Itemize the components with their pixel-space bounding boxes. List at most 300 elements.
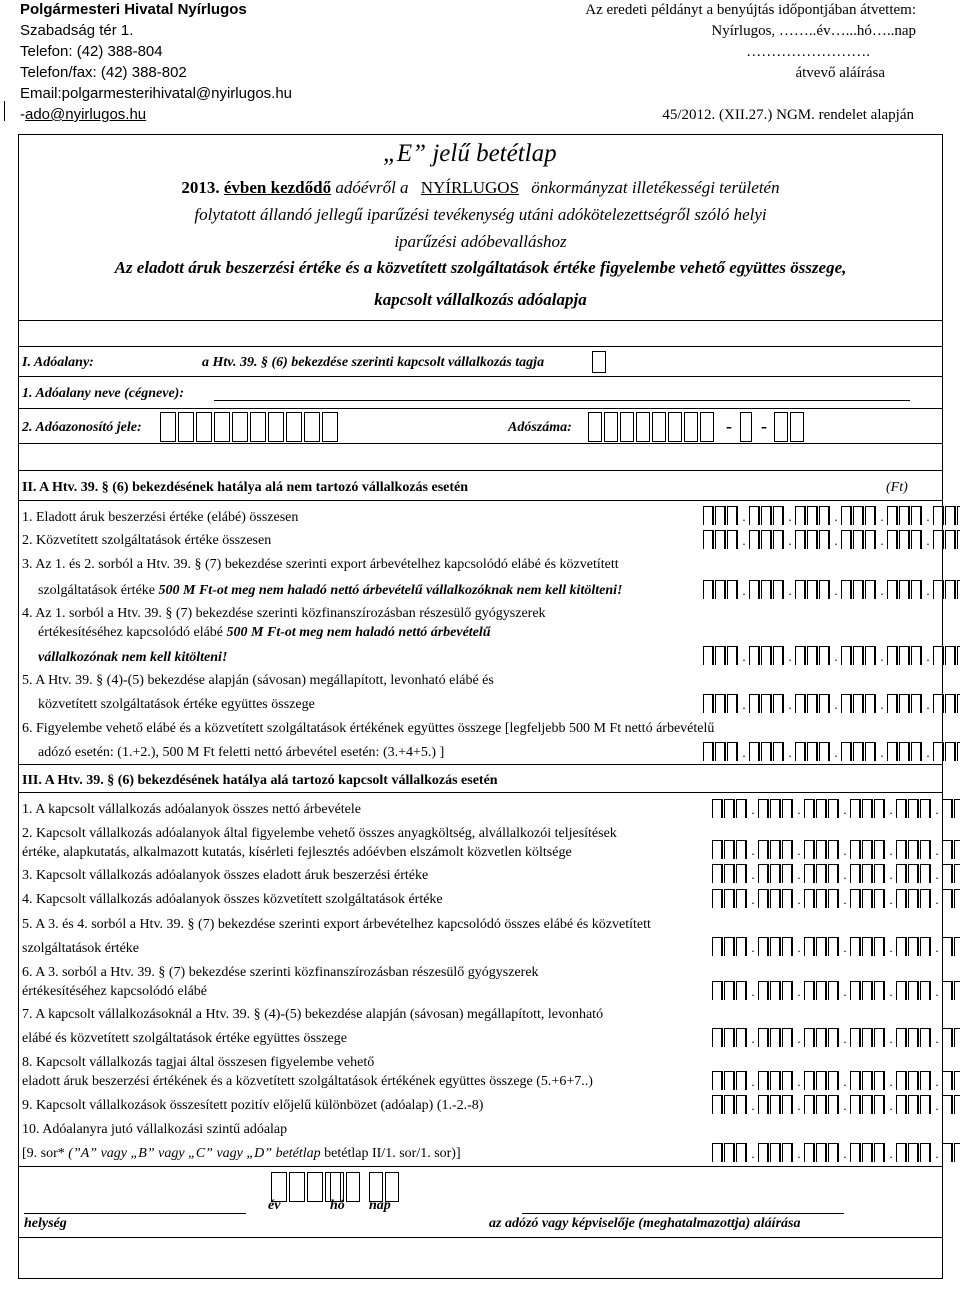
digit-box[interactable] (749, 530, 760, 549)
digit-box[interactable] (908, 840, 919, 859)
digit-box[interactable] (920, 1095, 931, 1114)
digit-box[interactable] (715, 580, 726, 599)
digit-box[interactable] (819, 506, 830, 525)
digit-box[interactable] (899, 742, 910, 761)
digit-box[interactable] (887, 580, 898, 599)
digit-box[interactable] (874, 1028, 885, 1047)
amount-field[interactable] (703, 530, 960, 552)
email-link[interactable]: ado@nyirlugos.hu (25, 106, 147, 123)
digit-box[interactable] (761, 530, 772, 549)
digit-box[interactable] (874, 799, 885, 818)
digit-box[interactable] (920, 1143, 931, 1162)
digit-box[interactable] (862, 981, 873, 1000)
digit-box[interactable] (250, 412, 266, 442)
digit-box[interactable] (346, 1172, 360, 1202)
digit-box[interactable] (736, 1028, 747, 1047)
digit-box[interactable] (887, 530, 898, 549)
digit-box[interactable] (920, 937, 931, 956)
digit-box[interactable] (841, 506, 852, 525)
digit-box[interactable] (853, 580, 864, 599)
digit-box[interactable] (160, 412, 176, 442)
digit-box[interactable] (850, 864, 861, 883)
digit-box[interactable] (819, 646, 830, 665)
digit-box[interactable] (945, 646, 956, 665)
digit-box[interactable] (828, 1095, 839, 1114)
digit-box[interactable] (758, 889, 769, 908)
digit-box[interactable] (736, 1095, 747, 1114)
digit-box[interactable] (911, 646, 922, 665)
digit-box[interactable] (758, 840, 769, 859)
tax-number-field-2[interactable] (740, 412, 754, 442)
amount-field[interactable] (703, 580, 960, 602)
digit-box[interactable] (178, 412, 194, 442)
amount-field[interactable] (712, 981, 960, 1003)
digit-box[interactable] (712, 799, 723, 818)
digit-box[interactable] (908, 1071, 919, 1090)
digit-box[interactable] (307, 1172, 323, 1202)
digit-box[interactable] (899, 694, 910, 713)
digit-box[interactable] (850, 1071, 861, 1090)
digit-box[interactable] (920, 799, 931, 818)
digit-box[interactable] (945, 580, 956, 599)
digit-box[interactable] (712, 1071, 723, 1090)
digit-box[interactable] (804, 864, 815, 883)
tax-number-field[interactable] (588, 412, 716, 442)
digit-box[interactable] (727, 694, 738, 713)
digit-box[interactable] (933, 646, 944, 665)
taxpayer-name-field[interactable] (214, 400, 910, 401)
digit-box[interactable] (896, 840, 907, 859)
digit-box[interactable] (899, 580, 910, 599)
digit-box[interactable] (782, 981, 793, 1000)
digit-box[interactable] (841, 694, 852, 713)
digit-box[interactable] (899, 530, 910, 549)
digit-box[interactable] (933, 694, 944, 713)
digit-box[interactable] (804, 840, 815, 859)
digit-box[interactable] (908, 981, 919, 1000)
digit-box[interactable] (816, 937, 827, 956)
digit-box[interactable] (850, 1028, 861, 1047)
digit-box[interactable] (954, 1095, 960, 1114)
digit-box[interactable] (736, 864, 747, 883)
digit-box[interactable] (727, 580, 738, 599)
digit-box[interactable] (841, 742, 852, 761)
digit-box[interactable] (761, 646, 772, 665)
digit-box[interactable] (850, 981, 861, 1000)
digit-box[interactable] (770, 937, 781, 956)
digit-box[interactable] (865, 580, 876, 599)
digit-box[interactable] (770, 864, 781, 883)
digit-box[interactable] (828, 889, 839, 908)
digit-box[interactable] (841, 530, 852, 549)
digit-box[interactable] (700, 412, 714, 442)
digit-box[interactable] (804, 1028, 815, 1047)
digit-box[interactable] (749, 694, 760, 713)
digit-box[interactable] (896, 1028, 907, 1047)
digit-box[interactable] (816, 981, 827, 1000)
digit-box[interactable] (322, 412, 338, 442)
amount-field[interactable] (712, 1095, 960, 1117)
digit-box[interactable] (724, 1143, 735, 1162)
digit-box[interactable] (942, 937, 953, 956)
digit-box[interactable] (761, 580, 772, 599)
digit-box[interactable] (749, 580, 760, 599)
digit-box[interactable] (850, 1143, 861, 1162)
digit-box[interactable] (862, 1095, 873, 1114)
digit-box[interactable] (865, 742, 876, 761)
digit-box[interactable] (816, 889, 827, 908)
digit-box[interactable] (942, 1071, 953, 1090)
digit-box[interactable] (828, 1143, 839, 1162)
digit-box[interactable] (749, 506, 760, 525)
digit-box[interactable] (758, 1071, 769, 1090)
digit-box[interactable] (736, 937, 747, 956)
digit-box[interactable] (942, 1028, 953, 1047)
digit-box[interactable] (841, 646, 852, 665)
tax-id-field[interactable] (160, 412, 340, 442)
digit-box[interactable] (715, 646, 726, 665)
digit-box[interactable] (795, 694, 806, 713)
digit-box[interactable] (933, 506, 944, 525)
digit-box[interactable] (795, 506, 806, 525)
digit-box[interactable] (588, 412, 602, 442)
digit-box[interactable] (874, 981, 885, 1000)
digit-box[interactable] (736, 1071, 747, 1090)
digit-box[interactable] (758, 937, 769, 956)
digit-box[interactable] (896, 1143, 907, 1162)
digit-box[interactable] (804, 1071, 815, 1090)
digit-box[interactable] (865, 694, 876, 713)
digit-box[interactable] (736, 840, 747, 859)
digit-box[interactable] (703, 694, 714, 713)
digit-box[interactable] (758, 864, 769, 883)
digit-box[interactable] (712, 864, 723, 883)
digit-box[interactable] (736, 889, 747, 908)
digit-box[interactable] (853, 742, 864, 761)
digit-box[interactable] (712, 981, 723, 1000)
digit-box[interactable] (703, 506, 714, 525)
digit-box[interactable] (724, 840, 735, 859)
amount-field[interactable] (712, 937, 960, 959)
tax-number-field-3[interactable] (774, 412, 806, 442)
digit-box[interactable] (740, 412, 752, 442)
digit-box[interactable] (232, 412, 248, 442)
digit-box[interactable] (795, 530, 806, 549)
digit-box[interactable] (911, 530, 922, 549)
digit-box[interactable] (862, 799, 873, 818)
digit-box[interactable] (807, 742, 818, 761)
digit-box[interactable] (795, 742, 806, 761)
digit-box[interactable] (724, 889, 735, 908)
digit-box[interactable] (770, 799, 781, 818)
digit-box[interactable] (819, 694, 830, 713)
digit-box[interactable] (862, 1143, 873, 1162)
digit-box[interactable] (804, 889, 815, 908)
digit-box[interactable] (790, 412, 804, 442)
member-checkbox[interactable] (592, 351, 606, 373)
digit-box[interactable] (816, 1143, 827, 1162)
digit-box[interactable] (807, 580, 818, 599)
digit-box[interactable] (874, 1143, 885, 1162)
digit-box[interactable] (770, 840, 781, 859)
digit-box[interactable] (761, 506, 772, 525)
digit-box[interactable] (715, 506, 726, 525)
digit-box[interactable] (289, 1172, 305, 1202)
digit-box[interactable] (874, 840, 885, 859)
amount-field[interactable] (712, 864, 960, 886)
digit-box[interactable] (749, 742, 760, 761)
digit-box[interactable] (652, 412, 666, 442)
digit-box[interactable] (911, 580, 922, 599)
digit-box[interactable] (865, 530, 876, 549)
digit-box[interactable] (896, 799, 907, 818)
digit-box[interactable] (945, 506, 956, 525)
digit-box[interactable] (724, 799, 735, 818)
digit-box[interactable] (807, 506, 818, 525)
digit-box[interactable] (620, 412, 634, 442)
digit-box[interactable] (703, 530, 714, 549)
digit-box[interactable] (862, 1028, 873, 1047)
digit-box[interactable] (795, 580, 806, 599)
digit-box[interactable] (911, 506, 922, 525)
digit-box[interactable] (703, 580, 714, 599)
digit-box[interactable] (724, 1095, 735, 1114)
digit-box[interactable] (862, 1071, 873, 1090)
digit-box[interactable] (862, 864, 873, 883)
digit-box[interactable] (715, 530, 726, 549)
digit-box[interactable] (724, 981, 735, 1000)
digit-box[interactable] (712, 937, 723, 956)
digit-box[interactable] (853, 530, 864, 549)
digit-box[interactable] (911, 742, 922, 761)
digit-box[interactable] (727, 530, 738, 549)
digit-box[interactable] (724, 864, 735, 883)
digit-box[interactable] (761, 694, 772, 713)
amount-field[interactable] (712, 1143, 960, 1165)
digit-box[interactable] (703, 646, 714, 665)
digit-box[interactable] (724, 1028, 735, 1047)
digit-box[interactable] (727, 742, 738, 761)
digit-box[interactable] (770, 889, 781, 908)
digit-box[interactable] (942, 1143, 953, 1162)
digit-box[interactable] (712, 889, 723, 908)
digit-box[interactable] (920, 840, 931, 859)
digit-box[interactable] (770, 1071, 781, 1090)
digit-box[interactable] (758, 981, 769, 1000)
digit-box[interactable] (828, 937, 839, 956)
digit-box[interactable] (908, 864, 919, 883)
digit-box[interactable] (945, 694, 956, 713)
digit-box[interactable] (668, 412, 682, 442)
digit-box[interactable] (773, 694, 784, 713)
digit-box[interactable] (770, 981, 781, 1000)
digit-box[interactable] (816, 1071, 827, 1090)
digit-box[interactable] (736, 981, 747, 1000)
digit-box[interactable] (804, 1095, 815, 1114)
digit-box[interactable] (828, 1071, 839, 1090)
digit-box[interactable] (804, 981, 815, 1000)
digit-box[interactable] (887, 694, 898, 713)
digit-box[interactable] (942, 799, 953, 818)
digit-box[interactable] (954, 937, 960, 956)
digit-box[interactable] (896, 937, 907, 956)
digit-box[interactable] (853, 646, 864, 665)
digit-box[interactable] (816, 1028, 827, 1047)
digit-box[interactable] (954, 1071, 960, 1090)
digit-box[interactable] (819, 580, 830, 599)
amount-field[interactable] (703, 694, 960, 716)
digit-box[interactable] (933, 580, 944, 599)
digit-box[interactable] (862, 840, 873, 859)
digit-box[interactable] (874, 889, 885, 908)
digit-box[interactable] (828, 840, 839, 859)
digit-box[interactable] (841, 580, 852, 599)
digit-box[interactable] (942, 1095, 953, 1114)
digit-box[interactable] (954, 889, 960, 908)
digit-box[interactable] (758, 1095, 769, 1114)
digit-box[interactable] (954, 1143, 960, 1162)
digit-box[interactable] (773, 580, 784, 599)
digit-box[interactable] (828, 981, 839, 1000)
digit-box[interactable] (828, 864, 839, 883)
digit-box[interactable] (911, 694, 922, 713)
digit-box[interactable] (920, 864, 931, 883)
digit-box[interactable] (850, 840, 861, 859)
digit-box[interactable] (749, 646, 760, 665)
amount-field[interactable] (712, 1028, 960, 1050)
digit-box[interactable] (954, 1028, 960, 1047)
digit-box[interactable] (828, 799, 839, 818)
digit-box[interactable] (727, 646, 738, 665)
digit-box[interactable] (196, 412, 212, 442)
digit-box[interactable] (703, 742, 714, 761)
digit-box[interactable] (819, 742, 830, 761)
digit-box[interactable] (782, 1095, 793, 1114)
place-line[interactable] (24, 1213, 246, 1214)
digit-box[interactable] (942, 840, 953, 859)
digit-box[interactable] (920, 1028, 931, 1047)
digit-box[interactable] (758, 1028, 769, 1047)
digit-box[interactable] (782, 864, 793, 883)
digit-box[interactable] (920, 889, 931, 908)
digit-box[interactable] (899, 506, 910, 525)
digit-box[interactable] (828, 1028, 839, 1047)
digit-box[interactable] (684, 412, 698, 442)
digit-box[interactable] (770, 1028, 781, 1047)
digit-box[interactable] (773, 646, 784, 665)
digit-box[interactable] (887, 742, 898, 761)
digit-box[interactable] (899, 646, 910, 665)
digit-box[interactable] (782, 937, 793, 956)
digit-box[interactable] (908, 799, 919, 818)
amount-field[interactable] (703, 506, 960, 528)
digit-box[interactable] (774, 412, 788, 442)
digit-box[interactable] (942, 889, 953, 908)
digit-box[interactable] (636, 412, 650, 442)
digit-box[interactable] (954, 840, 960, 859)
digit-box[interactable] (758, 799, 769, 818)
digit-box[interactable] (945, 742, 956, 761)
digit-box[interactable] (850, 889, 861, 908)
digit-box[interactable] (604, 412, 618, 442)
digit-box[interactable] (954, 864, 960, 883)
digit-box[interactable] (816, 799, 827, 818)
digit-box[interactable] (758, 1143, 769, 1162)
amount-field[interactable] (712, 799, 960, 821)
digit-box[interactable] (724, 1071, 735, 1090)
digit-box[interactable] (942, 864, 953, 883)
digit-box[interactable] (816, 1095, 827, 1114)
signature-line[interactable] (522, 1213, 844, 1214)
digit-box[interactable] (874, 1095, 885, 1114)
digit-box[interactable] (874, 864, 885, 883)
digit-box[interactable] (865, 646, 876, 665)
digit-box[interactable] (920, 1071, 931, 1090)
digit-box[interactable] (853, 694, 864, 713)
digit-box[interactable] (945, 530, 956, 549)
digit-box[interactable] (804, 1143, 815, 1162)
digit-box[interactable] (736, 1143, 747, 1162)
digit-box[interactable] (782, 889, 793, 908)
digit-box[interactable] (807, 646, 818, 665)
digit-box[interactable] (874, 937, 885, 956)
digit-box[interactable] (286, 412, 302, 442)
digit-box[interactable] (304, 412, 320, 442)
digit-box[interactable] (807, 694, 818, 713)
digit-box[interactable] (715, 694, 726, 713)
digit-box[interactable] (887, 646, 898, 665)
digit-box[interactable] (782, 799, 793, 818)
digit-box[interactable] (933, 530, 944, 549)
digit-box[interactable] (782, 1143, 793, 1162)
digit-box[interactable] (773, 742, 784, 761)
digit-box[interactable] (896, 889, 907, 908)
digit-box[interactable] (782, 1028, 793, 1047)
digit-box[interactable] (715, 742, 726, 761)
digit-box[interactable] (773, 530, 784, 549)
digit-box[interactable] (712, 1028, 723, 1047)
digit-box[interactable] (782, 1071, 793, 1090)
amount-field[interactable] (703, 742, 960, 764)
digit-box[interactable] (954, 981, 960, 1000)
digit-box[interactable] (850, 799, 861, 818)
digit-box[interactable] (712, 1095, 723, 1114)
digit-box[interactable] (862, 889, 873, 908)
digit-box[interactable] (887, 506, 898, 525)
amount-field[interactable] (712, 1071, 960, 1093)
digit-box[interactable] (773, 506, 784, 525)
digit-box[interactable] (724, 937, 735, 956)
digit-box[interactable] (896, 1071, 907, 1090)
digit-box[interactable] (865, 506, 876, 525)
digit-box[interactable] (853, 506, 864, 525)
digit-box[interactable] (804, 799, 815, 818)
digit-box[interactable] (712, 1143, 723, 1162)
digit-box[interactable] (850, 1095, 861, 1114)
digit-box[interactable] (736, 799, 747, 818)
digit-box[interactable] (761, 742, 772, 761)
digit-box[interactable] (268, 412, 284, 442)
digit-box[interactable] (908, 1143, 919, 1162)
digit-box[interactable] (807, 530, 818, 549)
digit-box[interactable] (770, 1143, 781, 1162)
digit-box[interactable] (908, 1095, 919, 1114)
digit-box[interactable] (816, 864, 827, 883)
digit-box[interactable] (874, 1071, 885, 1090)
digit-box[interactable] (896, 1095, 907, 1114)
digit-box[interactable] (933, 742, 944, 761)
digit-box[interactable] (795, 646, 806, 665)
